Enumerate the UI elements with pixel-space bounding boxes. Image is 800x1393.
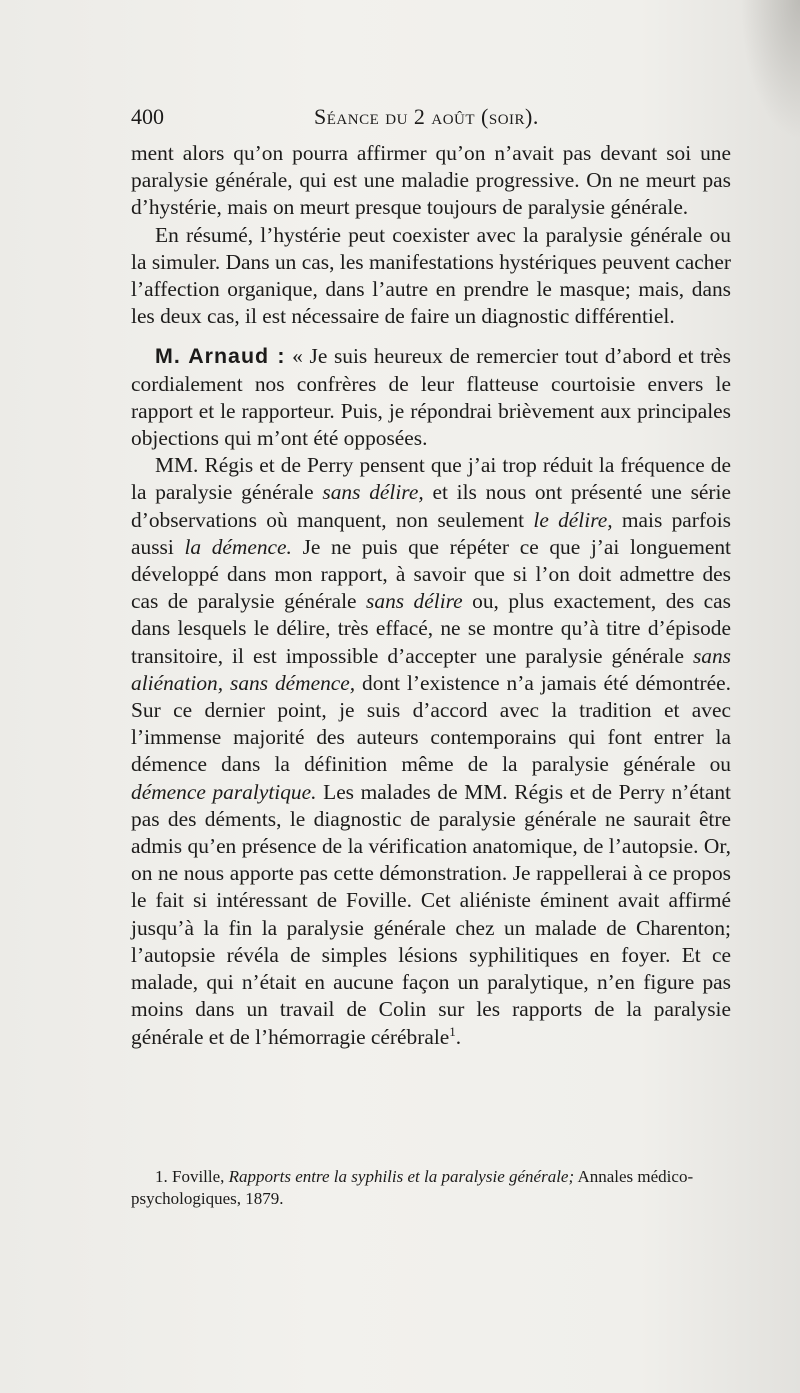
- text-run: Je ne puis que répéter ce que j’ai longuement développé dans mon rapport, à savoir que si l’on doit admettre des cas de paralysie générale: [131, 534, 731, 614]
- speaker-name: M. Arnaud :: [155, 344, 286, 369]
- footnote-mark: 1.: [155, 1167, 168, 1186]
- paragraph-4: [131, 452, 731, 1050]
- footnote: [131, 1166, 731, 1210]
- text-run: MM. Régis et de Perry pensent que j’ai trop réduit la fréquence de la paralysie générale: [131, 453, 731, 505]
- text-run: et ils nous ont présenté une série d’observations où manquent, non seulement: [131, 480, 731, 532]
- text-run: .: [455, 1024, 462, 1049]
- text-run: Les malades de MM. Régis et de Perry n’étant pas des déments, le diagnostic de paralysie générale ne saurait être admis qu’en présence de la vérification anatomique, de l’autopsie. Or, on ne nous apporte pas cette démonstration. Je rappellerai à ce propos le fait si intéressant de Foville. Cet aliéniste éminent avait affirmé jusqu’à la fin la paralysie générale chez un malade de Charenton; l’autopsie révéla de simples lésions syphilitiques en foyer. Et ce malade, qui n’était en aucune façon un paralytique, n’en figure pas moins dans un travail de Colin sur les rapports de la paralysie générale et de l’hémorragie cérébrale: [131, 779, 731, 1049]
- text-run: ou, plus exactement, des cas dans lesquels le délire, très effacé, ne se montre qu’à titre d’épisode transitoire, il est impossible d’accepter une paralysie générale: [131, 589, 731, 668]
- footnote-author: Foville,: [172, 1167, 225, 1186]
- paragraph-2: En résumé, l’hystérie peut coexister avec la paralysie générale ou la simuler. Dans un cas, les manifestations hystériques peuvent cacher l’affection organique, dans l’autre en prendre le masque; mais, dans les deux cas, il est nécessaire de faire un diagnostic différentiel.: [131, 222, 731, 329]
- italic-run: démence paralytique.: [131, 779, 317, 804]
- footnote-source: Annales médico-psychologiques, 1879.: [131, 1167, 694, 1208]
- body-text: [131, 140, 731, 1051]
- paragraph-1: ment alors qu’on pourra affirmer qu’on n’avait pas devant soi une paralysie générale, qui est une maladie progressive. On ne meurt pas d’hystérie, mais on meurt presque toujours de paralysie générale.: [131, 141, 731, 220]
- footnote-title: Rapports entre la syphilis et la paralysie générale;: [228, 1167, 575, 1186]
- footnote-reference: 1: [449, 1023, 456, 1039]
- italic-run: sans délire,: [322, 480, 424, 505]
- running-head: Séance du 2 août (soir).: [314, 104, 539, 129]
- page-header: [131, 104, 731, 134]
- page-number: 400: [131, 104, 164, 129]
- paragraph-3: [131, 343, 731, 452]
- italic-run: la démence.: [184, 534, 292, 559]
- italic-run: le délire,: [533, 507, 613, 532]
- italic-run: sans aliénation, sans démence,: [131, 643, 731, 695]
- text-run: mais parfois aussi: [131, 507, 731, 559]
- italic-run: sans délire: [366, 589, 463, 614]
- speech-text: « Je suis heureux de remercier tout d’abord et très cordialement nos confrères de leur flatteuse courtoisie envers le rapport et le rapporteur. Puis, je répondrai brièvement aux principales objections qui m’ont été opposées.: [131, 344, 731, 451]
- text-run: dont l’existence n’a jamais été démontrée. Sur ce dernier point, je suis d’accord avec la tradition et avec l’immense majorité des auteurs contemporains qui font entrer la démence dans la définition même de la paralysie générale ou: [131, 670, 731, 777]
